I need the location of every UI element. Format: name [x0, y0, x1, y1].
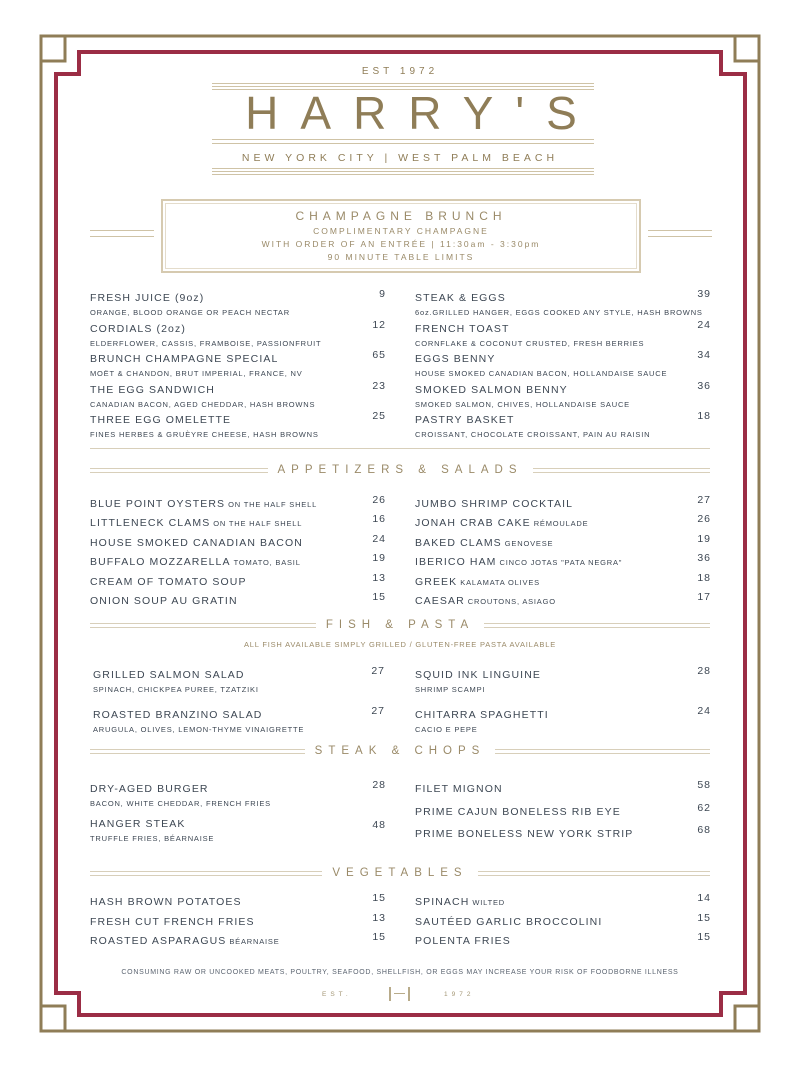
menu-item-name: GRILLED SALMON SALAD [93, 669, 245, 681]
menu-item-price: 9 [379, 288, 386, 300]
est-label: EST 1972 [361, 66, 439, 77]
menu-item-description: MOËT & CHANDON, BRUT IMPERIAL, FRANCE, NV [90, 369, 303, 378]
monogram-logo [389, 987, 410, 1001]
menu-item [90, 931, 386, 951]
menu-item-price: 15 [372, 892, 386, 904]
menu-item-line [415, 912, 711, 930]
menu-item [90, 892, 386, 912]
menu-item [415, 779, 711, 802]
menu-item [90, 572, 386, 591]
menu-item-price: 48 [372, 819, 386, 831]
menu-item-name: FILET MIGNON [415, 783, 503, 795]
menu-item-line [415, 591, 711, 609]
menu-item-name: ROASTED BRANZINO SALAD [93, 709, 263, 721]
menu-item [415, 349, 711, 380]
menu-item [415, 380, 711, 411]
menu-item-line [415, 892, 711, 910]
menu-item [90, 814, 386, 849]
brunch-line: WITH ORDER OF AN ENTRÉE | 11:30am - 3:30pm [261, 239, 541, 249]
menu-item-name: STEAK & EGGS [415, 292, 506, 304]
menu-item-description: CACIO E PEPE [415, 725, 478, 734]
menu-item-name: THE EGG SANDWICH [90, 383, 215, 396]
menu-item-name: FRESH CUT FRENCH FRIES [90, 915, 255, 928]
menu-item-line [90, 410, 386, 428]
menu-item-price: 27 [371, 665, 385, 677]
menu-item-price: 15 [697, 911, 711, 924]
section-title: VEGETABLES [332, 867, 468, 879]
menu-item-line [90, 552, 386, 570]
section-divider [90, 745, 710, 757]
menu-item-note: WILTED [472, 898, 505, 907]
section-divider [90, 464, 710, 476]
menu-item-name: THREE EGG OMELETTE [90, 414, 232, 426]
menu-item-name: FRESH JUICE (9oz) [90, 292, 205, 304]
menu-item-line [90, 591, 386, 609]
menu-item-price: 12 [372, 318, 386, 331]
menu-item-name: BAKED CLAMS [415, 536, 502, 549]
menu-item-line [415, 931, 711, 949]
menu-item-price: 15 [372, 590, 386, 603]
menu-item-price: 68 [697, 824, 711, 836]
menu-item [415, 572, 711, 591]
menu-item-name: BLUE POINT OYSTERS [90, 498, 226, 510]
steak-right [415, 779, 711, 847]
menu-item [90, 288, 386, 319]
menu-item-price: 34 [697, 349, 711, 361]
menu-item-price: 24 [697, 705, 711, 717]
menu-item-price: 26 [372, 494, 386, 506]
menu-item-line [90, 931, 386, 949]
menu-item-price: 24 [697, 318, 711, 331]
section-divider [90, 867, 710, 879]
steak-left [90, 779, 386, 849]
menu-item-line [93, 665, 385, 683]
menu-item-line [415, 533, 711, 551]
menu-item [90, 552, 386, 571]
menu-item [90, 410, 386, 441]
menu-item-name: SMOKED SALMON BENNY [415, 383, 568, 396]
menu-item-price: 15 [697, 931, 711, 943]
menu-item-name: SPINACH [415, 896, 470, 908]
menu-item [415, 513, 711, 532]
menu-item-price: 16 [372, 513, 386, 526]
section-divider [90, 619, 710, 631]
menu-item-name: CREAM OF TOMATO SOUP [90, 575, 247, 588]
menu-item [90, 319, 386, 350]
menu-item-description: FINES HERBES & GRUÈYRE CHEESE, HASH BROWNS [90, 430, 319, 439]
restaurant-logo: HARRY'S [245, 87, 599, 139]
menu-item-price: 19 [372, 552, 386, 565]
menu-item-price: 27 [371, 705, 385, 717]
menu-item-line [90, 349, 386, 367]
menu-item-name: SAUTÉED GARLIC BROCCOLINI [415, 915, 603, 928]
menu-item-line [90, 912, 386, 930]
menu-item-line [415, 380, 711, 398]
menu-item-price: 17 [697, 590, 711, 603]
menu-item-line [90, 288, 386, 306]
menu-item-price: 27 [697, 494, 711, 506]
fish-left [93, 665, 385, 745]
menu-item-line [415, 802, 711, 820]
brunch-line: 90 MINUTE TABLE LIMITS [327, 252, 475, 262]
menu-item-line [415, 410, 711, 428]
menu-item-name: BRUNCH CHAMPAGNE SPECIAL [90, 353, 279, 365]
menu-item-price: 23 [372, 379, 386, 392]
menu-item-line [90, 814, 386, 832]
menu-item-price: 36 [697, 552, 711, 565]
menu-item-line [415, 705, 711, 723]
section-title: APPETIZERS & SALADS [277, 464, 523, 476]
appetizers-left [90, 494, 386, 610]
menu-item [415, 591, 711, 610]
menu-item-note: KALAMATA OLIVES [460, 577, 540, 587]
menu-item-line [90, 319, 386, 337]
menu-item-price: 15 [372, 931, 386, 943]
menu-item [90, 513, 386, 532]
brunch-title: CHAMPAGNE BRUNCH [295, 209, 507, 223]
menu-item [415, 410, 711, 441]
menu-item [90, 533, 386, 552]
menu-item [93, 705, 385, 745]
menu-item-note: TOMATO, BASIL [233, 558, 301, 568]
menu-item-price: 24 [372, 532, 386, 545]
menu-item-line [90, 892, 386, 910]
menu-item-price: 25 [372, 410, 386, 422]
menu-item-description: ARUGULA, OLIVES, LEMON-THYME VINAIGRETTE [93, 725, 305, 734]
menu-item-price: 28 [697, 665, 711, 677]
menu-item-line [415, 513, 711, 531]
menu-item [415, 824, 711, 847]
menu-item-description: CORNFLAKE & COCONUT CRUSTED, FRESH BERRIES [415, 338, 645, 348]
locations: NEW YORK CITY | WEST PALM BEACH [241, 152, 559, 164]
menu-item [415, 892, 711, 912]
menu-item-description: SPINACH, CHICKPEA PUREE, TZATZIKI [93, 685, 259, 694]
menu-item-description: TRUFFLE FRIES, BÉARNAISE [90, 834, 215, 843]
menu-item-name: LITTLENECK CLAMS [90, 517, 211, 530]
menu-item-description: CROISSANT, CHOCOLATE CROISSANT, PAIN AU RAISIN [415, 430, 651, 439]
brunch-right [415, 288, 711, 441]
menu-item-note: CROUTONS, ASIAGO [467, 596, 556, 606]
menu-item-price: 14 [697, 892, 711, 904]
menu-item-name: EGGS BENNY [415, 353, 496, 365]
menu-item [90, 494, 386, 513]
menu-item-description: 6oz.GRILLED HANGER, EGGS COOKED ANY STYLE, HASH BROWNS [415, 308, 703, 317]
menu-item-price: 36 [697, 379, 711, 392]
menu-item-name: BUFFALO MOZZARELLA [90, 556, 231, 569]
menu-item [90, 591, 386, 610]
fish-note: ALL FISH AVAILABLE SIMPLY GRILLED / GLUTEN-FREE PASTA AVAILABLE [243, 640, 557, 649]
menu-item-description: ORANGE, BLOOD ORANGE OR PEACH NECTAR [90, 308, 290, 317]
footer-year: 1972 [444, 991, 475, 998]
menu-item-description: ELDERFLOWER, CASSIS, FRAMBOISE, PASSIONFRUIT [90, 338, 322, 348]
menu-item-name: SQUID INK LINGUINE [415, 669, 541, 681]
brunch-line: COMPLIMENTARY CHAMPAGNE [313, 226, 489, 236]
menu-item-name: CAESAR [415, 594, 465, 607]
menu-item-note: GENOVESE [504, 538, 554, 548]
menu-item-price: 28 [372, 779, 386, 791]
menu-item-name: HANGER STEAK [90, 818, 186, 830]
menu-item-line [415, 779, 711, 797]
footer-est: EST. [322, 991, 352, 998]
menu-item [90, 349, 386, 380]
menu-item-line [415, 349, 711, 367]
menu-item-line [415, 665, 711, 683]
menu-item [90, 912, 386, 932]
menu-item-name: PRIME CAJUN BONELESS RIB EYE [415, 805, 621, 818]
menu-item [415, 552, 711, 571]
menu-item-price: 65 [372, 349, 386, 361]
vegetables-right [415, 892, 711, 951]
section-title: FISH & PASTA [325, 619, 475, 631]
menu-item-price: 13 [372, 571, 386, 584]
menu-item-price: 13 [372, 911, 386, 924]
vegetables-left [90, 892, 386, 951]
menu-item [415, 533, 711, 552]
menu-item-name: ROASTED ASPARAGUS [90, 935, 227, 947]
appetizers-right [415, 494, 711, 610]
menu-item [415, 931, 711, 951]
menu-item-name: POLENTA FRIES [415, 935, 511, 947]
menu-item-price: 39 [697, 288, 711, 300]
menu-item-line [90, 572, 386, 590]
section-title: STEAK & CHOPS [314, 745, 486, 757]
menu-item-line [415, 552, 711, 570]
menu-item-description: CANADIAN BACON, AGED CHEDDAR, HASH BROWNS [90, 399, 316, 409]
menu-item-line [415, 288, 711, 306]
menu-item [415, 802, 711, 825]
menu-item-name: JONAH CRAB CAKE [415, 517, 531, 530]
menu-item-line [415, 824, 711, 842]
menu-item [90, 380, 386, 411]
menu-item-description: SMOKED SALMON, CHIVES, HOLLANDAISE SAUCE [415, 399, 630, 409]
fish-right [415, 665, 711, 745]
menu-item-price: 19 [697, 532, 711, 545]
menu-item-name: HOUSE SMOKED CANADIAN BACON [90, 536, 303, 549]
menu-item-line [90, 533, 386, 551]
menu-item-name: IBERICO HAM [415, 556, 497, 569]
menu-item-name: HASH BROWN POTATOES [90, 896, 242, 908]
menu-item [90, 779, 386, 814]
menu-item-description: SHRIMP SCAMPI [415, 685, 486, 694]
menu-item-line [90, 513, 386, 531]
menu-item [415, 705, 711, 745]
menu-item [415, 912, 711, 932]
menu-item-name: FRENCH TOAST [415, 322, 510, 335]
champagne-brunch-box [161, 199, 641, 273]
menu-item-line [415, 572, 711, 590]
menu-item-price: 18 [697, 410, 711, 422]
menu-item-description: HOUSE SMOKED CANADIAN BACON, HOLLANDAISE SAUCE [415, 369, 668, 378]
menu-item-name: CHITARRA SPAGHETTI [415, 709, 549, 721]
menu-item-name: GREEK [415, 575, 458, 588]
menu-item-price: 62 [697, 801, 711, 814]
menu-item-line [90, 380, 386, 398]
menu-item-line [415, 494, 711, 512]
menu-item-name: JUMBO SHRIMP COCKTAIL [415, 498, 574, 510]
menu-item [415, 494, 711, 513]
menu-item-line [90, 779, 386, 797]
menu-item [415, 665, 711, 705]
menu-item-price: 58 [697, 779, 711, 791]
foodborne-illness-warning: CONSUMING RAW OR UNCOOKED MEATS, POULTRY, SEAFOOD, SHELLFISH, OR EGGS MAY INCREASE YOUR RISK OF FOODBORNE ILLNESS [121, 969, 679, 976]
menu-item-note: ON THE HALF SHELL [213, 519, 303, 529]
menu-item [415, 288, 711, 319]
menu-item-note: ON THE HALF SHELL [228, 500, 318, 509]
menu-item-note: RÉMOULADE [533, 519, 589, 529]
menu-item-note: CINCO JOTAS "PATA NEGRA" [499, 558, 623, 568]
brunch-left [90, 288, 386, 441]
menu-item [415, 319, 711, 350]
menu-item-description: BACON, WHITE CHEDDAR, FRENCH FRIES [90, 799, 271, 808]
menu-item-line [90, 494, 386, 512]
menu-item-price: 18 [697, 571, 711, 584]
menu-item [93, 665, 385, 705]
menu-item-name: DRY-AGED BURGER [90, 783, 209, 795]
menu-item-line [415, 319, 711, 337]
menu-item-name: PRIME BONELESS NEW YORK STRIP [415, 828, 634, 840]
menu-item-name: CORDIALS (2oz) [90, 322, 186, 335]
menu-item-name: PASTRY BASKET [415, 414, 515, 426]
menu-item-price: 26 [697, 513, 711, 526]
menu-item-line [93, 705, 385, 723]
menu-item-note: BÉARNAISE [229, 937, 280, 946]
menu-item-name: ONION SOUP AU GRATIN [90, 594, 238, 607]
